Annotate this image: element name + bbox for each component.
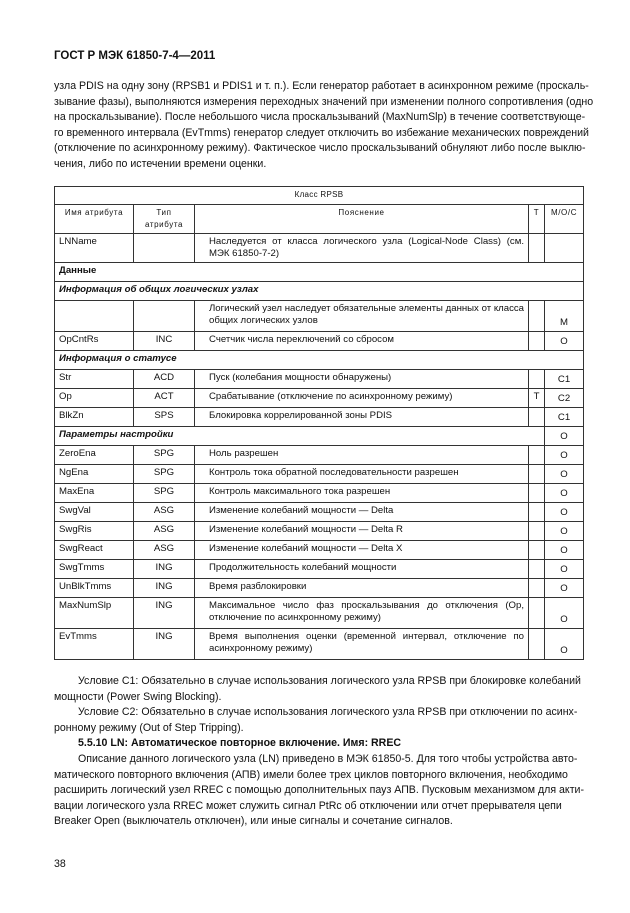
cell-t	[529, 446, 545, 465]
cell-moc: O	[545, 629, 584, 660]
cell-type: ASG	[134, 503, 195, 522]
condition-line: мощности (Power Swing Blocking).	[54, 690, 222, 703]
cell-description: Время разблокировки	[195, 579, 529, 598]
cell-moc: O	[545, 503, 584, 522]
cell-t	[529, 598, 545, 629]
cell-name: BlkZn	[55, 408, 134, 427]
intro-line: (отключение по асинхронному режиму). Фактическое число проскальзываний обнуляют либо после выклю-	[54, 142, 586, 155]
cell-moc: C1	[545, 408, 584, 427]
cell-t: T	[529, 389, 545, 408]
intro-line: чения, либо по истечении времени оценки.	[54, 157, 267, 170]
bottom-text	[54, 674, 582, 830]
cell-type: SPG	[134, 484, 195, 503]
cell-moc: O	[545, 446, 584, 465]
cell-t	[529, 301, 545, 332]
header-moc: М/О/С	[545, 205, 584, 234]
cell-description: Максимальное число фаз проскальзывания до отключения (Op, отключение по асинхронному режиму)	[195, 598, 529, 629]
cell-description: Блокировка коррелированной зоны PDIS	[195, 408, 529, 427]
cell-description: Контроль тока обратной последовательности разрешен	[195, 465, 529, 484]
rrec-line: вации логического узла RREC может служить сигнал PtRc об отключении или отчет прерывателя цепи	[54, 799, 562, 812]
cell-description: Срабатывание (отключение по асинхронному режиму)	[195, 389, 529, 408]
cell-moc: O	[545, 332, 584, 351]
header-t: Т	[529, 205, 545, 234]
cell-description: Продолжительность колебаний мощности	[195, 560, 529, 579]
page-number: 38	[54, 858, 66, 870]
section-common-info: Информация об общих логических узлах	[55, 282, 584, 301]
cell-moc: O	[545, 579, 584, 598]
cell-type: ING	[134, 629, 195, 660]
table-row	[55, 234, 584, 263]
cell-moc: O	[545, 522, 584, 541]
cell-type: SPG	[134, 465, 195, 484]
cell-name: SwgRis	[55, 522, 134, 541]
header-attribute-type: Тип атрибута	[134, 205, 195, 234]
cell-name: EvTmms	[55, 629, 134, 660]
table-row	[55, 541, 584, 560]
table-row	[55, 598, 584, 629]
cell-type: ING	[134, 598, 195, 629]
intro-line: на проскальзывание). После небольшого числа проскальзываний (MaxNumSlp) в течение соответствующе-	[54, 111, 586, 124]
section-data: Данные	[55, 263, 584, 282]
table-row	[55, 465, 584, 484]
cell-type	[134, 234, 195, 263]
cell-type: ING	[134, 560, 195, 579]
cell-description: Время выполнения оценки (временной интервал, отключение по асинхронному режиму)	[195, 629, 529, 660]
cell-moc	[545, 234, 584, 263]
cell-t	[529, 541, 545, 560]
cell-t	[529, 522, 545, 541]
cell-name: MaxNumSlp	[55, 598, 134, 629]
cell-t	[529, 503, 545, 522]
cell-name	[55, 301, 134, 332]
table-row	[55, 389, 584, 408]
section-heading-rrec: 5.5.10 LN: Автоматическое повторное включение. Имя: RREC	[78, 737, 402, 750]
cell-name: UnBlkTmms	[55, 579, 134, 598]
cell-moc: O	[545, 465, 584, 484]
cell-moc: C2	[545, 389, 584, 408]
cell-description: Ноль разрешен	[195, 446, 529, 465]
cell-description: Изменение колебаний мощности — Delta X	[195, 541, 529, 560]
cell-type: ING	[134, 579, 195, 598]
intro-line: узла PDIS на одну зону (RPSB1 и PDIS1 и т. п.). Если генератор работает в асинхронном режиме (проскаль-	[54, 80, 589, 92]
rrec-line: расширить логический узел RREC с помощью дополнительных пауз АПВ. Пусковым механизмом для акти-	[54, 784, 584, 797]
cell-type	[134, 301, 195, 332]
condition-line: ронному режиму (Out of Step Tripping).	[54, 721, 244, 734]
cell-t	[529, 234, 545, 263]
cell-t	[529, 465, 545, 484]
table-row	[55, 560, 584, 579]
cell-name: ZeroEna	[55, 446, 134, 465]
cell-name: MaxEna	[55, 484, 134, 503]
rrec-line: матического повторного включения (АПВ) имели более трех циклов повторного включения, необходимо	[54, 768, 568, 781]
cell-type: ASG	[134, 522, 195, 541]
document-header: ГОСТ Р МЭК 61850-7-4—2011	[54, 50, 216, 62]
intro-line: зывание фазы), выполняются измерения переходных значений при изменении полного сопротивления (одно	[54, 95, 594, 108]
cell-type: ACT	[134, 389, 195, 408]
cell-moc: O	[545, 541, 584, 560]
cell-name: SwgVal	[55, 503, 134, 522]
table-class-title: Класс RPSB	[55, 187, 584, 205]
cell-name: LNName	[55, 234, 134, 263]
cell-type: INC	[134, 332, 195, 351]
cell-t	[529, 484, 545, 503]
table-row	[55, 370, 584, 389]
cell-t	[529, 579, 545, 598]
table-row	[55, 408, 584, 427]
cell-name: NgEna	[55, 465, 134, 484]
section-status-info: Информация о статусе	[55, 351, 584, 370]
cell-t	[529, 629, 545, 660]
cell-name: OpCntRs	[55, 332, 134, 351]
table-row	[55, 503, 584, 522]
section-settings: Параметры настройки	[55, 427, 545, 446]
cell-moc: O	[545, 484, 584, 503]
cell-t	[529, 332, 545, 351]
cell-name: SwgReact	[55, 541, 134, 560]
cell-description: Пуск (колебания мощности обнаружены)	[195, 370, 529, 389]
cell-name: Str	[55, 370, 134, 389]
table-row	[55, 629, 584, 660]
intro-paragraph	[54, 79, 594, 173]
cell-moc: O	[545, 560, 584, 579]
cell-t	[529, 370, 545, 389]
table-row	[55, 579, 584, 598]
cell-name: SwgTmms	[55, 560, 134, 579]
intro-line: го временного интервала (EvTmms) генератор следует отключить во избежание механических повреждений	[54, 126, 589, 139]
cell-type: SPG	[134, 446, 195, 465]
cell-t	[529, 560, 545, 579]
cell-description: Изменение колебаний мощности — Delta	[195, 503, 529, 522]
cell-moc: C1	[545, 370, 584, 389]
cell-type: SPS	[134, 408, 195, 427]
condition-line: Условие С1: Обязательно в случае использования логического узла RPSB при блокировке колебаний	[78, 675, 581, 687]
cell-t	[529, 408, 545, 427]
rrec-line: Breaker Open (выключатель отключен), или иные сигналы и сочетание сигналов.	[54, 815, 453, 828]
cell-moc: M	[545, 301, 584, 332]
cell-moc: O	[545, 427, 584, 446]
cell-description: Логический узел наследует обязательные элементы данных от класса общих логических узлов	[195, 301, 529, 332]
cell-type: ASG	[134, 541, 195, 560]
cell-description: Контроль максимального тока разрешен	[195, 484, 529, 503]
table-row	[55, 301, 584, 332]
rpsb-attribute-table	[54, 186, 584, 660]
cell-description: Изменение колебаний мощности — Delta R	[195, 522, 529, 541]
cell-type: ACD	[134, 370, 195, 389]
table-row	[55, 332, 584, 351]
rrec-line: Описание данного логического узла (LN) приведено в МЭК 61850-5. Для того чтобы устройства авто-	[78, 752, 578, 765]
header-attribute-name: Имя атрибута	[55, 205, 134, 234]
cell-description: Счетчик числа переключений со сбросом	[195, 332, 529, 351]
condition-line: Условие С2: Обязательно в случае использования логического узла RPSB при отключении по асинх-	[78, 706, 578, 719]
cell-description: Наследуется от класса логического узла (Logical-Node Class) (см. МЭК 61850-7-2)	[195, 234, 529, 263]
header-description: Пояснение	[195, 205, 529, 234]
cell-name: Op	[55, 389, 134, 408]
table-row	[55, 446, 584, 465]
table-row	[55, 484, 584, 503]
cell-moc: O	[545, 598, 584, 629]
table-row	[55, 522, 584, 541]
